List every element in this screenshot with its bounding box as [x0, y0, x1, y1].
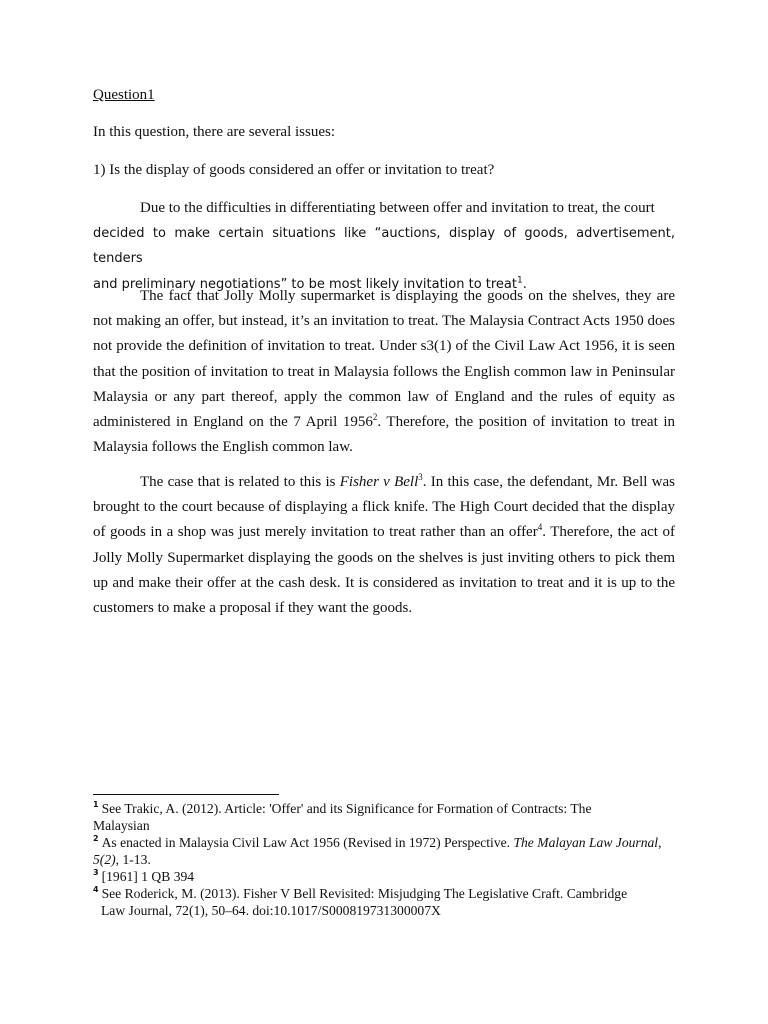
footnote-1-number: 1: [93, 800, 99, 810]
footnote-4: [93, 885, 673, 902]
paragraph-3-middle: . In this case, the defendant, Mr. Bell was brought to the court because of displaying a flick knife. The High Court decided that the display of goods in a shop was just merely invitation to treat rather than an offer: [93, 474, 675, 541]
footnote-3-text: [1961] 1 QB 394: [101, 869, 195, 884]
footnote-2: [93, 834, 673, 868]
footnote-2-sep: ,: [658, 835, 662, 850]
intro-text: In this question, there are several issues:: [93, 124, 336, 140]
footnote-4-line-1: See Roderick, M. (2013). Fisher V Bell Revisited: Misjudging The Legislative Craft. Cambridge: [101, 886, 628, 901]
paragraph-3-intro: The case that is related to this is: [140, 474, 340, 490]
footnote-ref-4[interactable]: 4: [537, 522, 543, 533]
issue-question: 1) Is the display of goods considered an offer or invitation to treat?: [93, 162, 495, 178]
footnote-4-cont: Law Journal, 72(1), 50–64. doi:10.1017/S000819731300007X: [101, 903, 441, 918]
paragraph-1-line-2: decided to make certain situations like “auctions, display of goods, advertisement, tenders: [93, 226, 675, 267]
paragraph-1-period: .: [522, 276, 527, 292]
footnote-3-number: 3: [93, 868, 99, 878]
paragraph-2-text-after: . Therefore, the position of invitation to treat in Malaysia follows the English common law.: [93, 414, 675, 456]
question-heading: Question1: [93, 87, 155, 103]
paragraph-3: [93, 470, 675, 621]
footnote-3: [93, 868, 673, 885]
paragraph-2: [93, 284, 675, 460]
paragraph-1-line-3-text: and preliminary negotiations” to be most likely invitation to treat: [93, 276, 517, 292]
footnote-ref-3[interactable]: 3: [418, 472, 423, 482]
footnote-1: [93, 800, 673, 817]
paragraph-2-text: The fact that Jolly Molly supermarket is displaying the goods on the shelves, they are not making an offer, but instead, it’s an invitation to treat. The Malaysia Contract Acts 1950 does not provide the definition of invitation to treat. Under s3(1) of the Civil Law Act 1956, it is seen that the position of invitation to treat in Malaysia follows the English common law in Peninsular Malaysia or any part thereof, apply the common law of England and the rules of equity as administered in England on the 7 April 1956: [93, 288, 675, 431]
footnote-2-volume: 5(2): [93, 852, 116, 867]
footnote-1-line-1: See Trakic, A. (2012). Article: 'Offer' and its Significance for Formation of Contracts: The: [101, 801, 592, 816]
footnote-2-pages: , 1-13.: [115, 852, 151, 867]
case-name: Fisher v Bell: [339, 474, 419, 490]
footnote-1-cont: Malaysian: [93, 818, 150, 833]
footnote-ref-1[interactable]: 1: [517, 275, 523, 286]
footnote-ref-2[interactable]: 2: [372, 412, 378, 423]
footnote-separator: [93, 794, 279, 795]
footnote-2-number: 2: [93, 834, 99, 844]
footnote-2-text: As enacted in Malaysia Civil Law Act 1956 (Revised in 1972) Perspective.: [101, 835, 514, 850]
paragraph-1-line-1: Due to the difficulties in differentiating between offer and invitation to treat, the court: [140, 200, 655, 216]
paragraph-3-after: . Therefore, the act of Jolly Molly Supermarket displaying the goods on the shelves is just inviting others to pick them up and make their offer at the cash desk. It is considered as invitation to treat and it is up to the customers to make a proposal if they want the goods.: [93, 524, 675, 617]
footnote-4-number: 4: [93, 885, 99, 895]
paragraph-1: [93, 196, 675, 297]
footnote-2-journal: The Malayan Law Journal: [513, 835, 659, 850]
footnotes: [93, 800, 673, 919]
